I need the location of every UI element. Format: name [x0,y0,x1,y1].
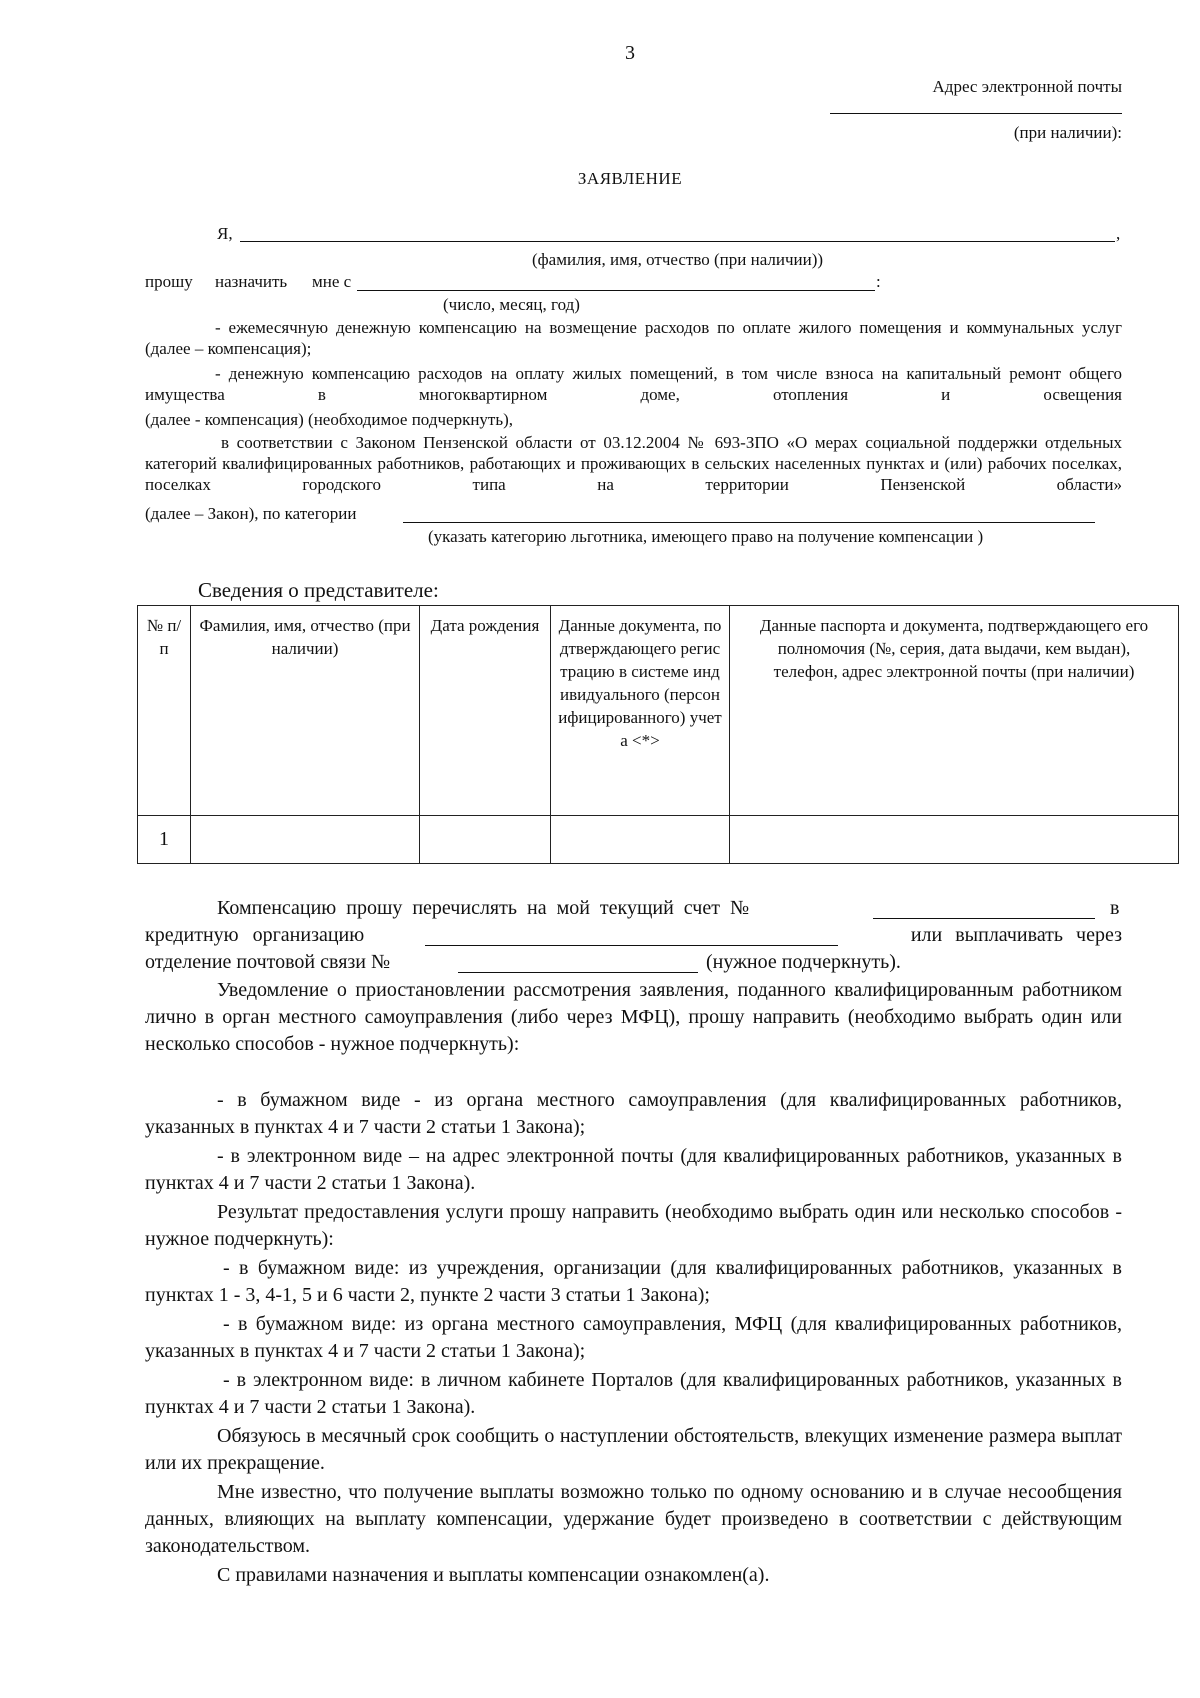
category-prefix: (далее – Закон), по категории [145,504,357,523]
header-full-name: Фамилия, имя, отчество (при наличии) [191,606,420,816]
result-option-portal: - в электронном виде: в личном кабинете Порталов (для квалифицированных работников, указанных в пунктах 4 и 7 части 2 статьи 1 Закона). [145,1369,1122,1418]
request-word-3: мне с [312,272,352,291]
awareness-text: Мне известно, что получение выплаты возможно только по одному основанию и в случае несообщения данных, влияющих на выплату компенсации, удержание будет произведено в соответствии с действующим законодательством. [145,1481,1122,1557]
category-field[interactable] [403,522,1095,523]
payment-part-2: в [1110,897,1120,919]
email-label: Адрес электронной почты [932,77,1122,96]
option-monthly-compensation: - ежемесячную денежную компенсацию на возмещение расходов по оплате жилого помещения и коммунальных услуг (далее – компенсация); [145,318,1122,358]
email-note: (при наличии): [1013,123,1122,142]
representative-caption: Сведения о представителе: [198,578,439,602]
payment-part-3: кредитную организацию [145,924,365,946]
notice-intro: Уведомление о приостановлении рассмотрения заявления, поданного квалифицированным работником лично в орган местного самоуправления (либо через МФЦ), прошу направить (необходимо выбрать один или несколько способов - нужное подчеркнуть): [145,979,1122,1055]
applicant-suffix: , [1116,224,1121,243]
header-birth-date: Дата рождения [420,606,551,816]
header-registration-document: Данные документа, подтверждающего регистрацию в системе индивидуального (персонифицированного) учета <*> [551,606,730,816]
post-office-number-field[interactable] [458,972,698,973]
request-word-2: назначить [215,272,288,291]
account-number-field[interactable] [873,918,1095,919]
payment-part-5: отделение почтовой связи № [145,951,391,973]
header-passport-data: Данные паспорта и документа, подтверждающего его полномочия (№, серия, дата выдачи, кем выдан), телефон, адрес электронной почты (при наличии) [730,606,1179,816]
notice-option-paper: - в бумажном виде - из органа местного самоуправления (для квалифицированных работников, указанных в пунктах 4 и 7 части 2 статьи 1 Закона); [145,1089,1122,1138]
cell-passport-data[interactable] [730,816,1179,864]
email-line[interactable] [830,113,1122,114]
page-number: 3 [625,42,635,64]
law-reference: в соответствии с Законом Пензенской области от 03.12.2004 № 693-ЗПО «О мерах социальной поддержки отдельных категорий квалифицированных работников, работающих и проживающих в сельских населенных пунктах и (или) рабочих поселках, поселках городского типа на территории Пензенской области» [145,433,1122,494]
request-word-1: прошу [145,272,193,291]
payment-part-6: (нужное подчеркнуть). [706,951,901,973]
page-title: ЗАЯВЛЕНИЕ [577,169,683,188]
obligation-text: Обязуюсь в месячный срок сообщить о наступлении обстоятельств, влекущих изменение размера выплат или их прекращение. [145,1425,1122,1474]
header-number: № п/п [138,606,191,816]
row-number: 1 [138,816,191,864]
cell-full-name[interactable] [191,816,420,864]
acknowledgment-text: С правилами назначения и выплаты компенсации ознакомлен(а). [217,1564,770,1586]
applicant-hint: (фамилия, имя, отчество (при наличии)) [532,250,824,269]
table-header-row [138,606,1179,816]
cell-birth-date[interactable] [420,816,551,864]
representative-table [137,605,1179,864]
request-date-field[interactable] [357,290,875,291]
representative-table-wrap [137,605,1179,864]
result-option-institution: - в бумажном виде: из учреждения, организации (для квалифицированных работников, указанных в пунктах 1 - 3, 4-1, 5 и 6 части 2, пункте 2 части 3 статьи 1 Закона); [145,1257,1122,1306]
applicant-prefix: Я, [217,224,233,243]
payment-part-4: или выплачивать через [910,924,1122,946]
notice-option-electronic: - в электронном виде – на адрес электронной почты (для квалифицированных работников, указанных в пунктах 4 и 7 части 2 статьи 1 Закона). [145,1145,1122,1194]
option-housing-compensation-end: (далее - компенсация) (необходимое подчеркнуть), [145,410,514,429]
table-row [138,816,1179,864]
payment-part-1: Компенсацию прошу перечислять на мой текущий счет № [217,897,750,919]
category-hint: (указать категорию льготника, имеющего право на получение компенсации ) [428,527,984,546]
request-date-hint: (число, месяц, год) [443,295,580,314]
credit-organization-field[interactable] [425,945,838,946]
result-intro: Результат предоставления услуги прошу направить (необходимо выбрать один или несколько способов - нужное подчеркнуть): [145,1201,1122,1250]
applicant-name-field[interactable] [240,241,1115,242]
result-option-local-government: - в бумажном виде: из органа местного самоуправления, МФЦ (для квалифицированных работников, указанных в пунктах 4 и 7 части 2 статьи 1 Закона); [145,1313,1122,1362]
request-colon: : [876,272,881,291]
cell-registration-document[interactable] [551,816,730,864]
option-housing-compensation: - денежную компенсацию расходов на оплату жилых помещений, в том числе взноса на капитальный ремонт общего имущества в многоквартирном доме, отопления и освещения [145,364,1122,404]
